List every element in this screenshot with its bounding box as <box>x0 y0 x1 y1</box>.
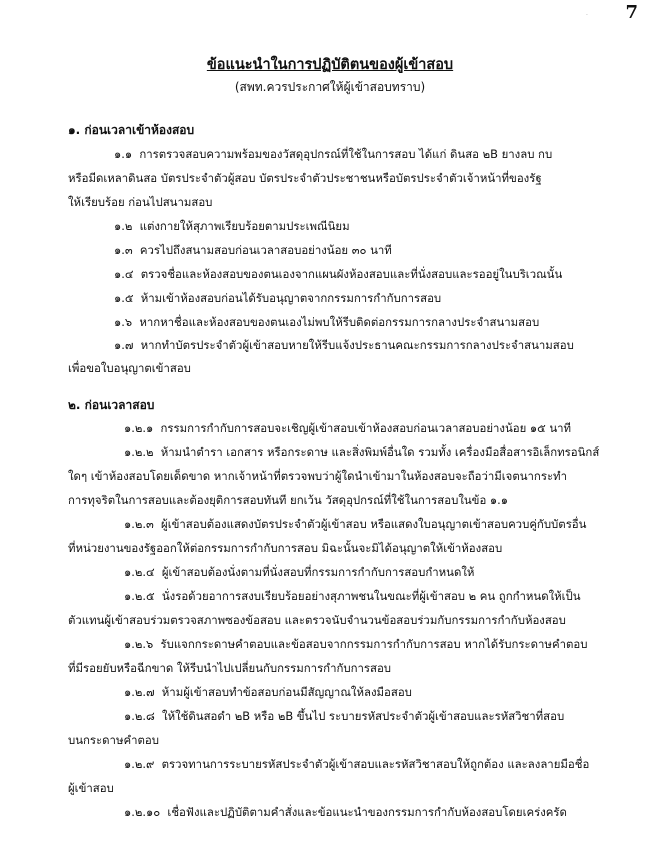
item-1-6 <box>114 313 539 331</box>
item-2-8-cont: บนกระดาษคำตอบ <box>68 733 159 747</box>
item-number: ๑.๖ <box>114 315 133 329</box>
section-1-heading: ๑. ก่อนเวลาเข้าห้องสอบ <box>68 123 195 137</box>
item-number: ๑.๒.๘ <box>124 709 155 723</box>
item-text: ตรวจชื่อและห้องสอบของตนเองจากแผนผังห้องสอบและที่นั่งสอบและรออยู่ในบริเวณนั้น <box>140 267 563 281</box>
item-2-2-cont: การทุจริตในการสอบและต้องยุติการสอบทันที ยกเว้น วัสดุอุปกรณ์ที่ใช้ในการสอบในข้อ ๑.๑ <box>68 493 508 507</box>
item-text: รับแจกกระดาษคำตอบและข้อสอบจากกรรมการกำกับการสอบ หากได้รับกระดาษคำตอบ <box>160 637 588 651</box>
section-2-heading: ๒. ก่อนเวลาสอบ <box>68 398 155 412</box>
document-title: ข้อแนะนำในการปฏิบัติตนของผู้เข้าสอบ <box>206 57 454 73</box>
item-number: ๑.๒.๙ <box>124 757 155 771</box>
page-number: 7 <box>625 2 638 23</box>
item-text: เชื่อฟังและปฏิบัติตามคำสั่งและข้อแนะนำของกรรมการกำกับห้องสอบโดยเคร่งครัด <box>167 805 567 819</box>
item-2-3-cont: ที่หน่วยงานของรัฐออกให้ต่อกรรมการกำกับการสอบ มิฉะนั้นจะมิได้อนุญาตให้เข้าห้องสอบ <box>68 541 503 555</box>
item-text: นั่งรอด้วยอาการสงบเรียบร้อยอย่างสุภาพชนในขณะที่ผู้เข้าสอบ ๒ คน ถูกกำหนดให้เป็น <box>161 589 581 603</box>
item-1-1-cont: หรือมีดเหลาดินสอ บัตรประจำตัวผู้สอบ บัตรประจำตัวประชาชนหรือบัตรประจำตัวเจ้าหน้าที่ของรัฐ <box>68 171 542 185</box>
item-text: ตรวจทานการระบายรหัสประจำตัวผู้เข้าสอบและรหัสวิชาสอบให้ถูกต้อง และลงลายมือชื่อ <box>161 757 590 771</box>
item-text: การตรวจสอบความพร้อมของวัสดุอุปกรณ์ที่ใช้ในการสอบ ได้แก่ ดินสอ ๒B ยางลบ กบ <box>139 147 553 161</box>
item-text: ผู้เข้าสอบต้องนั่งตามที่นั่งสอบที่กรรมการกำกับการสอบกำหนดให้ <box>161 565 475 579</box>
item-2-6 <box>124 635 587 653</box>
item-text: ควรไปถึงสนามสอบก่อนเวลาสอบอย่างน้อย ๓๐ นาที <box>139 243 392 257</box>
item-text: ห้ามนำตำรา เอกสาร หรือกระดาษ และสิ่งพิมพ์อื่นใด รวมทั้ง เครื่องมือสื่อสารอิเล็กทรอนิกส์ <box>160 445 600 459</box>
corner-mark: · <box>586 12 588 19</box>
item-number: ๑.๗ <box>114 338 134 352</box>
item-number: ๑.๒.๑๐ <box>124 805 161 819</box>
item-2-5 <box>124 587 581 605</box>
item-number: ๑.๒.๓ <box>124 517 154 531</box>
item-1-1-cont: ให้เรียบร้อย ก่อนไปสนามสอบ <box>68 195 213 209</box>
document-subtitle: (สพท.ควรประกาศให้ผู้เข้าสอบทราบ) <box>234 80 426 94</box>
item-1-3 <box>114 241 392 259</box>
item-text: ห้ามเข้าห้องสอบก่อนได้รับอนุญาตจากกรรมการกำกับการสอบ <box>140 291 442 305</box>
item-text: หากทำบัตรประจำตัวผู้เข้าสอบหายให้รีบแจ้งประธานคณะกรรมการกลางประจำสนามสอบ <box>140 338 574 352</box>
item-2-2-cont: ใดๆ เข้าห้องสอบโดยเด็ดขาด หากเจ้าหน้าที่ตรวจพบว่าผู้ใดนำเข้ามาในห้องสอบจะถือว่ามีเจตนากระทำ <box>68 469 567 483</box>
item-2-3 <box>124 515 586 533</box>
item-1-2 <box>114 217 350 235</box>
item-2-8 <box>124 707 564 725</box>
item-2-2 <box>124 443 599 461</box>
item-2-10 <box>124 803 567 821</box>
item-number: ๑.๒.๖ <box>124 637 154 651</box>
item-2-4 <box>124 563 474 581</box>
item-number: ๑.๒.๗ <box>124 685 155 699</box>
item-2-5-cont: ตัวแทนผู้เข้าสอบร่วมตรวจสภาพซองข้อสอบ และตรวจนับจำนวนข้อสอบร่วมกับกรรมการกำกับห้องสอบ <box>68 613 566 627</box>
item-number: ๑.๒.๒ <box>124 445 154 459</box>
item-number: ๑.๒.๕ <box>124 589 155 603</box>
item-text: กรรมการกำกับการสอบจะเชิญผู้เข้าสอบเข้าห้องสอบก่อนเวลาสอบอย่างน้อย ๑๕ นาที <box>160 421 572 435</box>
item-number: ๑.๑ <box>114 147 133 161</box>
item-number: ๑.๕ <box>114 291 134 305</box>
item-text: แต่งกายให้สุภาพเรียบร้อยตามประเพณีนิยม <box>139 219 350 233</box>
item-text: หากหาชื่อและห้องสอบของตนเองไม่พบให้รีบติดต่อกรรมการกลางประจำสนามสอบ <box>139 315 540 329</box>
item-2-7 <box>124 683 412 701</box>
item-number: ๑.๒ <box>114 219 133 233</box>
item-2-9-cont: ผู้เข้าสอบ <box>68 781 114 795</box>
item-2-1 <box>124 419 571 437</box>
item-1-4 <box>114 265 562 283</box>
item-1-5 <box>114 289 441 307</box>
item-1-7 <box>114 336 574 354</box>
item-2-9 <box>124 755 589 773</box>
item-2-6-cont: ที่มีรอยยับหรือฉีกขาด ให้รีบนำไปเปลี่ยนกับกรรมการกำกับการสอบ <box>68 661 392 675</box>
item-number: ๑.๔ <box>114 267 134 281</box>
item-1-1 <box>114 145 552 163</box>
item-text: ให้ใช้ดินสอดำ ๒B หรือ ๒B ขึ้นไป ระบายรหัสประจำตัวผู้เข้าสอบและรหัสวิชาที่สอบ <box>162 709 565 723</box>
item-number: ๑.๒.๔ <box>124 565 155 579</box>
item-1-7-cont: เพื่อขอใบอนุญาตเข้าสอบ <box>68 361 191 375</box>
item-text: ผู้เข้าสอบต้องแสดงบัตรประจำตัวผู้เข้าสอบ หรือแสดงใบอนุญาตเข้าสอบควบคู่กับบัตรอื่น <box>161 517 587 531</box>
item-number: ๑.๒.๑ <box>124 421 154 435</box>
item-text: ห้ามผู้เข้าสอบทำข้อสอบก่อนมีสัญญาณให้ลงมือสอบ <box>161 685 412 699</box>
item-number: ๑.๓ <box>114 243 133 257</box>
